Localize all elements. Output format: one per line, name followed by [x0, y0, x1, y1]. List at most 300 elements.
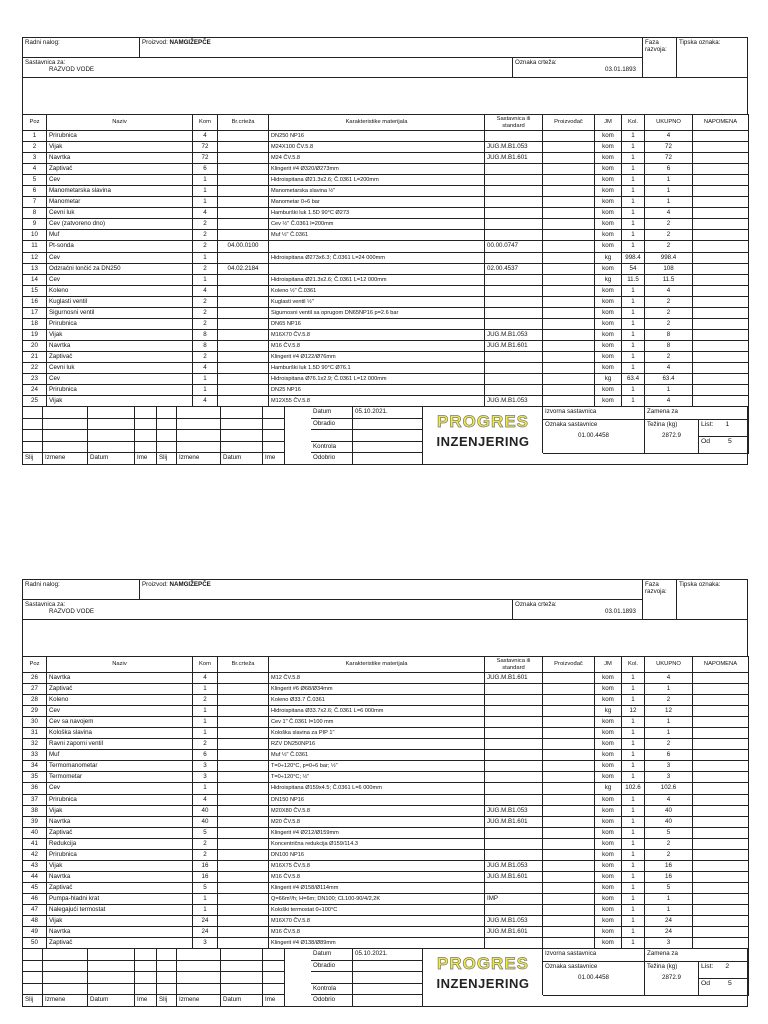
cell-proizvodjac — [543, 164, 595, 175]
revision-cell — [221, 972, 263, 984]
cell-kol: 1 — [622, 230, 645, 241]
cell-ukupno: 1 — [645, 904, 693, 915]
cell-br-crteza — [218, 805, 269, 816]
cell-kol: 1 — [622, 882, 645, 893]
table-row — [23, 131, 749, 142]
signature-label: Datum — [311, 407, 353, 419]
cell-jm: kom — [595, 263, 622, 274]
cell-jm: kom — [595, 351, 622, 362]
cell-kom: 3 — [193, 772, 218, 783]
cell-naziv: Cev — [47, 274, 193, 285]
cell-br-crteza — [218, 750, 269, 761]
cell-kom: 1 — [193, 706, 218, 717]
signature-value — [353, 442, 423, 454]
tipska-oznaka-label: Tipska oznaka: — [679, 39, 721, 46]
signature-value — [353, 961, 423, 973]
cell-jm: kom — [595, 761, 622, 772]
cell-napomena — [693, 197, 749, 208]
sastavnica-za-value: RAZVOD VODE — [49, 66, 95, 73]
cell-br-crteza — [218, 186, 269, 197]
oznaka-crteza-value: 03.01.1893 — [605, 66, 636, 73]
revision-cell — [135, 407, 157, 419]
col-header-kol: Kol. — [622, 115, 645, 131]
cell-napomena — [693, 805, 749, 816]
cell-napomena — [693, 750, 749, 761]
cell-standard — [485, 175, 543, 186]
faza-razvoja-field — [643, 38, 677, 78]
cell-ukupno: 2 — [645, 241, 693, 252]
col-header-jm: JM — [595, 115, 622, 131]
cell-jm: kom — [595, 805, 622, 816]
revision-header-4: Ime — [135, 453, 157, 465]
cell-naziv: Termomanometar — [47, 761, 193, 772]
cell-pos: 35 — [23, 772, 47, 783]
cell-napomena — [693, 816, 749, 827]
cell-ukupno: 3 — [645, 761, 693, 772]
cell-jm: kom — [595, 739, 622, 750]
oznaka-sastavnice-field — [543, 962, 645, 996]
revision-cell — [221, 430, 263, 442]
cell-ukupno: 40 — [645, 816, 693, 827]
cell-pos: 50 — [23, 938, 47, 949]
cell-jm: kom — [595, 230, 622, 241]
cell-pos: 4 — [23, 164, 47, 175]
cell-pos: 19 — [23, 329, 47, 340]
cell-naziv: Pt-sonda — [47, 241, 193, 252]
cell-kol: 1 — [622, 904, 645, 915]
cell-standard — [485, 296, 543, 307]
cell-kom: 24 — [193, 916, 218, 927]
cell-jm: kom — [595, 684, 622, 695]
table-row — [23, 805, 749, 816]
cell-naziv: Vijak — [47, 916, 193, 927]
revision-cell — [43, 407, 88, 419]
cell-naziv: Zaptivač — [47, 351, 193, 362]
table-row — [23, 794, 749, 805]
oznaka-crteza-value: 03.01.1893 — [605, 608, 636, 615]
cell-standard — [485, 882, 543, 893]
cell-jm: kg — [595, 783, 622, 794]
cell-proizvodjac — [543, 805, 595, 816]
cell-napomena — [693, 230, 749, 241]
cell-ukupno: 16 — [645, 860, 693, 871]
cell-ukupno: 3 — [645, 772, 693, 783]
svg-text:INZENJERING: INZENJERING — [436, 434, 530, 450]
table-row — [23, 241, 749, 252]
cell-standard: JUG.M.B1.601 — [485, 673, 543, 684]
col-header-proizvodjac: Proizvođač — [543, 115, 595, 131]
cell-kom: 1 — [193, 783, 218, 794]
cell-naziv: Cev — [47, 706, 193, 717]
revision-cell — [88, 984, 135, 996]
cell-karakteristike: Klingerit #4 Ø122/Ø76mm — [269, 351, 485, 362]
cell-proizvodjac — [543, 208, 595, 219]
cell-proizvodjac — [543, 351, 595, 362]
cell-pos: 9 — [23, 219, 47, 230]
cell-napomena — [693, 219, 749, 230]
cell-br-crteza — [218, 142, 269, 153]
cell-naziv: Zaptivač — [47, 938, 193, 949]
cell-jm: kg — [595, 252, 622, 263]
cell-standard: JUG.M.B1.601 — [485, 153, 543, 164]
od-field — [699, 979, 749, 996]
cell-napomena — [693, 241, 749, 252]
revision-cell — [157, 407, 177, 419]
svg-text:PROGRES: PROGRES — [436, 954, 530, 974]
cell-proizvodjac — [543, 761, 595, 772]
revision-cell — [221, 961, 263, 973]
cell-standard — [485, 374, 543, 385]
revision-cell — [157, 961, 177, 973]
table-row — [23, 153, 749, 164]
cell-kom: 1 — [193, 252, 218, 263]
cell-kom: 2 — [193, 307, 218, 318]
cell-kom: 2 — [193, 351, 218, 362]
cell-jm: kom — [595, 673, 622, 684]
cell-napomena — [693, 329, 749, 340]
cell-proizvodjac — [543, 684, 595, 695]
cell-naziv: Odzračni lončić za DN250 — [47, 263, 193, 274]
cell-napomena — [693, 728, 749, 739]
cell-ukupno: 1 — [645, 385, 693, 396]
revision-cell — [263, 442, 285, 454]
cell-naziv: Zaptivač — [47, 164, 193, 175]
cell-pos: 8 — [23, 208, 47, 219]
cell-naziv: Cev (zatvoreno dno) — [47, 219, 193, 230]
cell-standard — [485, 230, 543, 241]
cell-kom: 1 — [193, 684, 218, 695]
cell-jm: kom — [595, 882, 622, 893]
cell-pos: 26 — [23, 673, 47, 684]
cell-napomena — [693, 706, 749, 717]
cell-br-crteza — [218, 827, 269, 838]
proizvod-label: Proizvod: — [142, 581, 168, 588]
cell-karakteristike: Muf ½" Č.0361 — [269, 750, 485, 761]
cell-kol: 1 — [622, 739, 645, 750]
table-row — [23, 783, 749, 794]
cell-proizvodjac — [543, 219, 595, 230]
cell-jm: kom — [595, 153, 622, 164]
cell-standard — [485, 307, 543, 318]
cell-kom: 6 — [193, 164, 218, 175]
table-row — [23, 230, 749, 241]
cell-jm: kom — [595, 772, 622, 783]
oznaka-sastavnice-value: 01.00.4458 — [578, 974, 609, 982]
cell-br-crteza — [218, 175, 269, 186]
revision-cell — [177, 972, 221, 984]
signature-label: Kontrola — [311, 442, 353, 454]
cell-standard — [485, 164, 543, 175]
oznaka-crteza-field — [513, 58, 643, 78]
revision-cell — [23, 961, 43, 973]
table-row — [23, 296, 749, 307]
cell-karakteristike: RZV DN250NP16 — [269, 739, 485, 750]
cell-kol: 1 — [622, 805, 645, 816]
cell-jm: kom — [595, 175, 622, 186]
tezina-field — [645, 962, 699, 996]
cell-pos: 30 — [23, 717, 47, 728]
revision-cell — [157, 949, 177, 961]
cell-standard — [485, 849, 543, 860]
cell-karakteristike: Hamburški luk 1.5D 90°C Ø273 — [269, 208, 485, 219]
revision-cell — [177, 407, 221, 419]
cell-ukupno: 12 — [645, 706, 693, 717]
revision-cell — [23, 419, 43, 431]
cell-napomena — [693, 396, 749, 407]
cell-ukupno: 2 — [645, 296, 693, 307]
col-header-ukupno: UKUPNO — [645, 657, 693, 673]
cell-br-crteza — [218, 219, 269, 230]
cell-karakteristike: Kuglasti ventil ½" — [269, 296, 485, 307]
cell-naziv: Muf — [47, 230, 193, 241]
cell-proizvodjac — [543, 153, 595, 164]
revision-cell — [177, 442, 221, 454]
cell-br-crteza — [218, 164, 269, 175]
cell-jm: kg — [595, 274, 622, 285]
cell-napomena — [693, 164, 749, 175]
table-row — [23, 904, 749, 915]
revision-header-6: Izmene — [177, 995, 221, 1007]
cell-proizvodjac — [543, 695, 595, 706]
list-number: 1 — [725, 421, 730, 429]
cell-kom: 3 — [193, 938, 218, 949]
table-row — [23, 263, 749, 274]
table-row — [23, 142, 749, 153]
revision-cell — [263, 949, 285, 961]
cell-jm: kom — [595, 871, 622, 882]
revision-header-3: Datum — [88, 995, 135, 1007]
cell-karakteristike: Manometarska slavina ½" — [269, 186, 485, 197]
cell-pos: 17 — [23, 307, 47, 318]
table-row — [23, 285, 749, 296]
signature-label: Obradio — [311, 961, 353, 973]
cell-jm: kom — [595, 938, 622, 949]
proizvod-field — [140, 580, 643, 600]
cell-napomena — [693, 285, 749, 296]
cell-proizvodjac — [543, 175, 595, 186]
cell-kom: 1 — [193, 717, 218, 728]
cell-karakteristike: Cev ½" Č.0361 l=200mm — [269, 219, 485, 230]
tezina-value: 2872.9 — [662, 432, 681, 440]
table-row — [23, 385, 749, 396]
revision-header-2: Izmene — [43, 453, 88, 465]
cell-standard — [485, 131, 543, 142]
col-header-jm: JM — [595, 657, 622, 673]
cell-ukupno: 4 — [645, 208, 693, 219]
table-row — [23, 695, 749, 706]
cell-pos: 36 — [23, 783, 47, 794]
revision-cell — [23, 984, 43, 996]
revision-cell — [43, 984, 88, 996]
table-row — [23, 750, 749, 761]
sastavnica-za-field — [23, 600, 513, 620]
cell-kol: 1 — [622, 816, 645, 827]
table-row — [23, 307, 749, 318]
cell-naziv: Sigurnosni ventil — [47, 307, 193, 318]
cell-naziv: Koleno — [47, 285, 193, 296]
cell-napomena — [693, 274, 749, 285]
cell-kom: 1 — [193, 186, 218, 197]
cell-naziv: Vijak — [47, 805, 193, 816]
cell-ukupno: 1 — [645, 717, 693, 728]
oznaka-crteza-field — [513, 600, 643, 620]
cell-jm: kom — [595, 849, 622, 860]
table-row — [23, 816, 749, 827]
revision-cell — [43, 949, 88, 961]
cell-standard — [485, 695, 543, 706]
sheet-header — [22, 579, 748, 656]
cell-proizvodjac — [543, 927, 595, 938]
proizvod-field — [140, 38, 643, 58]
cell-ukupno: 8 — [645, 340, 693, 351]
cell-karakteristike: Hidroispitana Ø21.3x2.6; Č.0361 L=12 000mm — [269, 274, 485, 285]
cell-napomena — [693, 263, 749, 274]
proizvod-label: Proizvod: — [142, 39, 168, 46]
cell-napomena — [693, 374, 749, 385]
revision-header-1: Slij — [23, 453, 43, 465]
radni-nalog-label: Radni nalog: — [25, 39, 60, 46]
table-row — [23, 706, 749, 717]
cell-jm: kom — [595, 197, 622, 208]
table-row — [23, 849, 749, 860]
cell-naziv: Manometarska slavina — [47, 186, 193, 197]
cell-kom: 4 — [193, 673, 218, 684]
cell-proizvodjac — [543, 783, 595, 794]
cell-proizvodjac — [543, 131, 595, 142]
table-row — [23, 351, 749, 362]
cell-kol: 1 — [622, 728, 645, 739]
cell-ukupno: 4 — [645, 396, 693, 407]
cell-proizvodjac — [543, 816, 595, 827]
cell-ukupno: 2 — [645, 838, 693, 849]
cell-napomena — [693, 871, 749, 882]
cell-br-crteza — [218, 717, 269, 728]
cell-proizvodjac — [543, 374, 595, 385]
cell-karakteristike: Klingerit #6 Ø68/Ø34mm — [269, 684, 485, 695]
cell-naziv: Cevni luk — [47, 362, 193, 373]
list-field — [699, 420, 749, 437]
table-row — [23, 252, 749, 263]
cell-ukupno: 2 — [645, 230, 693, 241]
cell-naziv: Prirubnica — [47, 849, 193, 860]
od-label: Od — [701, 438, 711, 446]
cell-br-crteza — [218, 673, 269, 684]
cell-napomena — [693, 695, 749, 706]
cell-karakteristike: M20 ČV.5.8 — [269, 816, 485, 827]
cell-jm: kom — [595, 318, 622, 329]
cell-kom: 2 — [193, 230, 218, 241]
cell-karakteristike: Hidroispitana Ø159x4.5; Č.0361 L=6 000mm — [269, 783, 485, 794]
cell-karakteristike — [269, 241, 485, 252]
cell-ukupno: 1 — [645, 684, 693, 695]
signature-value — [353, 419, 423, 431]
cell-napomena — [693, 761, 749, 772]
cell-naziv: Prirubnica — [47, 794, 193, 805]
cell-ukupno: 1 — [645, 728, 693, 739]
cell-jm: kom — [595, 904, 622, 915]
table-row — [23, 838, 749, 849]
table-row — [23, 882, 749, 893]
cell-ukupno: 4 — [645, 673, 693, 684]
revision-cell — [177, 430, 221, 442]
revision-cell — [221, 442, 263, 454]
cell-kol: 1 — [622, 241, 645, 252]
cell-pos: 14 — [23, 274, 47, 285]
cell-br-crteza — [218, 396, 269, 407]
revision-cell — [263, 984, 285, 996]
cell-naziv: Redukcija — [47, 838, 193, 849]
cell-napomena — [693, 340, 749, 351]
zamena-za-label: Zamena za — [647, 408, 678, 416]
cell-naziv: Navrtka — [47, 153, 193, 164]
cell-kom: 1 — [193, 904, 218, 915]
sastavnica-za-field — [23, 58, 513, 78]
cell-napomena — [693, 783, 749, 794]
cell-pos: 7 — [23, 197, 47, 208]
cell-kom: 2 — [193, 263, 218, 274]
cell-standard — [485, 706, 543, 717]
cell-kom: 16 — [193, 871, 218, 882]
cell-naziv: Vijak — [47, 860, 193, 871]
table-row — [23, 717, 749, 728]
cell-napomena — [693, 208, 749, 219]
cell-kol: 1 — [622, 164, 645, 175]
cell-pos: 22 — [23, 362, 47, 373]
cell-ukupno: 102.6 — [645, 783, 693, 794]
cell-ukupno: 2 — [645, 351, 693, 362]
cell-proizvodjac — [543, 706, 595, 717]
cell-jm: kom — [595, 362, 622, 373]
cell-standard — [485, 717, 543, 728]
cell-standard: JUG.M.B1.601 — [485, 340, 543, 351]
col-header-kol: Kol. — [622, 657, 645, 673]
cell-karakteristike: Klingerit #4 Ø158/Ø114mm — [269, 882, 485, 893]
signature-value — [353, 453, 423, 465]
svg-text:INZENJERING: INZENJERING — [436, 976, 530, 992]
cell-kol: 1 — [622, 153, 645, 164]
cell-br-crteza — [218, 274, 269, 285]
cell-naziv: Koleno — [47, 695, 193, 706]
cell-proizvodjac — [543, 717, 595, 728]
cell-karakteristike: Hidroispitana Ø33.7x2.6; Č.0361 L=6 000mm — [269, 706, 485, 717]
cell-karakteristike: Klingerit #4 Ø212/Ø159mm — [269, 827, 485, 838]
sheet-footer — [22, 407, 748, 465]
revision-cell — [263, 430, 285, 442]
cell-karakteristike: M12X55 ČV.5.8 — [269, 396, 485, 407]
revision-cell — [23, 430, 43, 442]
cell-kom: 4 — [193, 208, 218, 219]
radni-nalog-label: Radni nalog: — [25, 581, 60, 588]
cell-standard — [485, 285, 543, 296]
oznaka-crteza-label: Oznaka crteža: — [515, 59, 557, 66]
sheet-footer — [22, 949, 748, 1007]
progres-inzenjering-logo — [423, 407, 543, 453]
cell-napomena — [693, 673, 749, 684]
cell-kom: 1 — [193, 385, 218, 396]
cell-standard: JUG.M.B1.053 — [485, 805, 543, 816]
cell-karakteristike: DN250 NP16 — [269, 131, 485, 142]
cell-br-crteza — [218, 307, 269, 318]
cell-pos: 38 — [23, 805, 47, 816]
cell-br-crteza — [218, 208, 269, 219]
cell-br-crteza — [218, 385, 269, 396]
cell-br-crteza — [218, 882, 269, 893]
cell-jm: kom — [595, 296, 622, 307]
table-row — [23, 186, 749, 197]
revision-cell — [88, 442, 135, 454]
col-header-napomena: NAPOMENA — [693, 657, 749, 673]
cell-jm: kom — [595, 838, 622, 849]
